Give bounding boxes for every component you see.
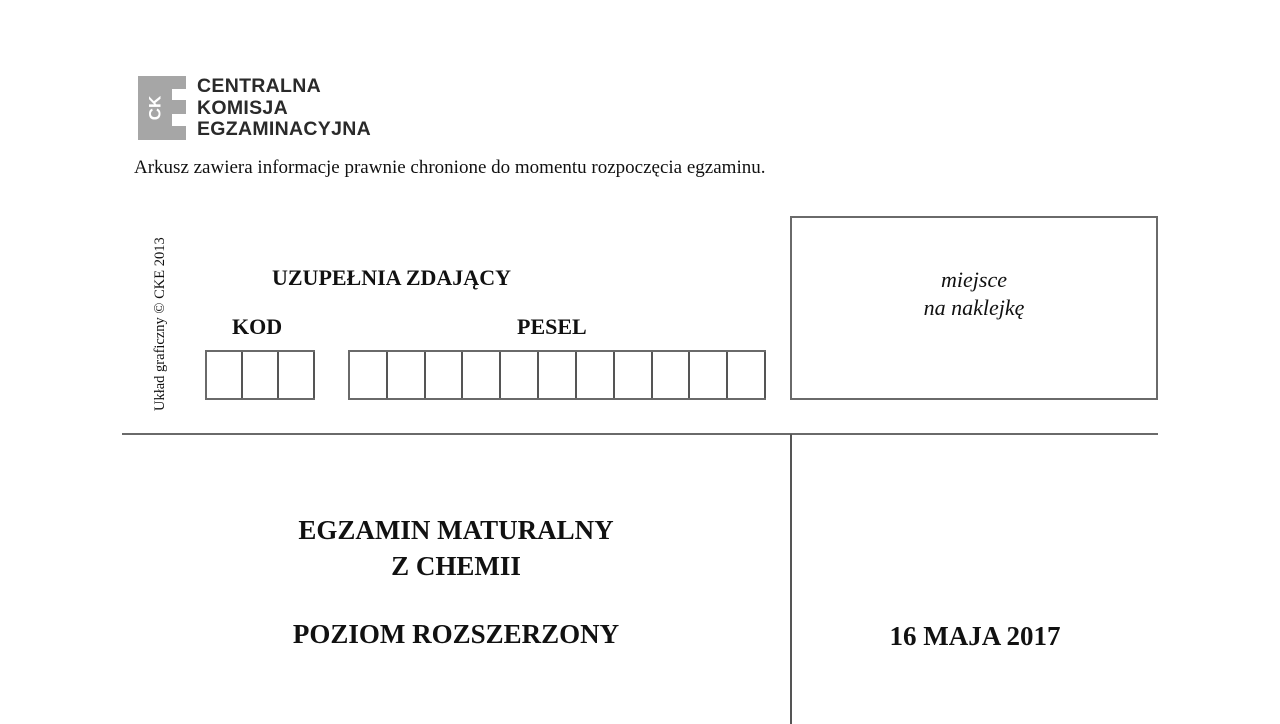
svg-text:CK: CK [145, 95, 165, 121]
kod-cell[interactable] [279, 352, 315, 398]
pesel-cell[interactable] [577, 352, 615, 398]
pesel-cell[interactable] [539, 352, 577, 398]
logo-line-2: KOMISJA [197, 96, 288, 119]
candidate-fill-heading: UZUPEŁNIA ZDAJĄCY [272, 265, 511, 290]
pesel-cell[interactable] [615, 352, 653, 398]
exam-level: POZIOM ROZSZERZONY [292, 619, 620, 649]
vertical-divider [790, 434, 792, 724]
kod-label: KOD [232, 314, 283, 339]
confidentiality-notice: Arkusz zawiera informacje prawnie chronione do momentu rozpoczęcia egzaminu. [134, 157, 766, 178]
cke-logo-text [197, 76, 371, 141]
pesel-label: PESEL [517, 314, 587, 339]
sticker-placeholder-box [790, 216, 1158, 400]
pesel-cell[interactable] [388, 352, 426, 398]
pesel-cell[interactable] [426, 352, 464, 398]
kod-cell[interactable] [243, 352, 279, 398]
pesel-cell[interactable] [350, 352, 388, 398]
exam-date: 16 MAJA 2017 [889, 621, 1061, 651]
logo-line-3: EGZAMINACYJNA [197, 118, 371, 140]
exam-title-line-2: Z CHEMII [391, 551, 521, 581]
sticker-line-2: na naklejkę [923, 295, 1025, 320]
kod-cell[interactable] [207, 352, 243, 398]
pesel-cell[interactable] [728, 352, 766, 398]
exam-title-line-1: EGZAMIN MATURALNY [298, 515, 614, 545]
pesel-input-boxes [348, 350, 766, 400]
graphic-layout-credit: Układ graficzny © CKE 2013 [152, 237, 168, 411]
pesel-cell[interactable] [653, 352, 691, 398]
sticker-line-1: miejsce [941, 267, 1007, 292]
pesel-cell[interactable] [690, 352, 728, 398]
pesel-cell[interactable] [463, 352, 501, 398]
logo-line-1: CENTRALNA [197, 75, 322, 97]
horizontal-divider [122, 433, 1158, 435]
exam-title [122, 512, 790, 584]
pesel-cell[interactable] [501, 352, 539, 398]
cke-logo-icon [138, 76, 186, 140]
kod-input-boxes [205, 350, 315, 400]
